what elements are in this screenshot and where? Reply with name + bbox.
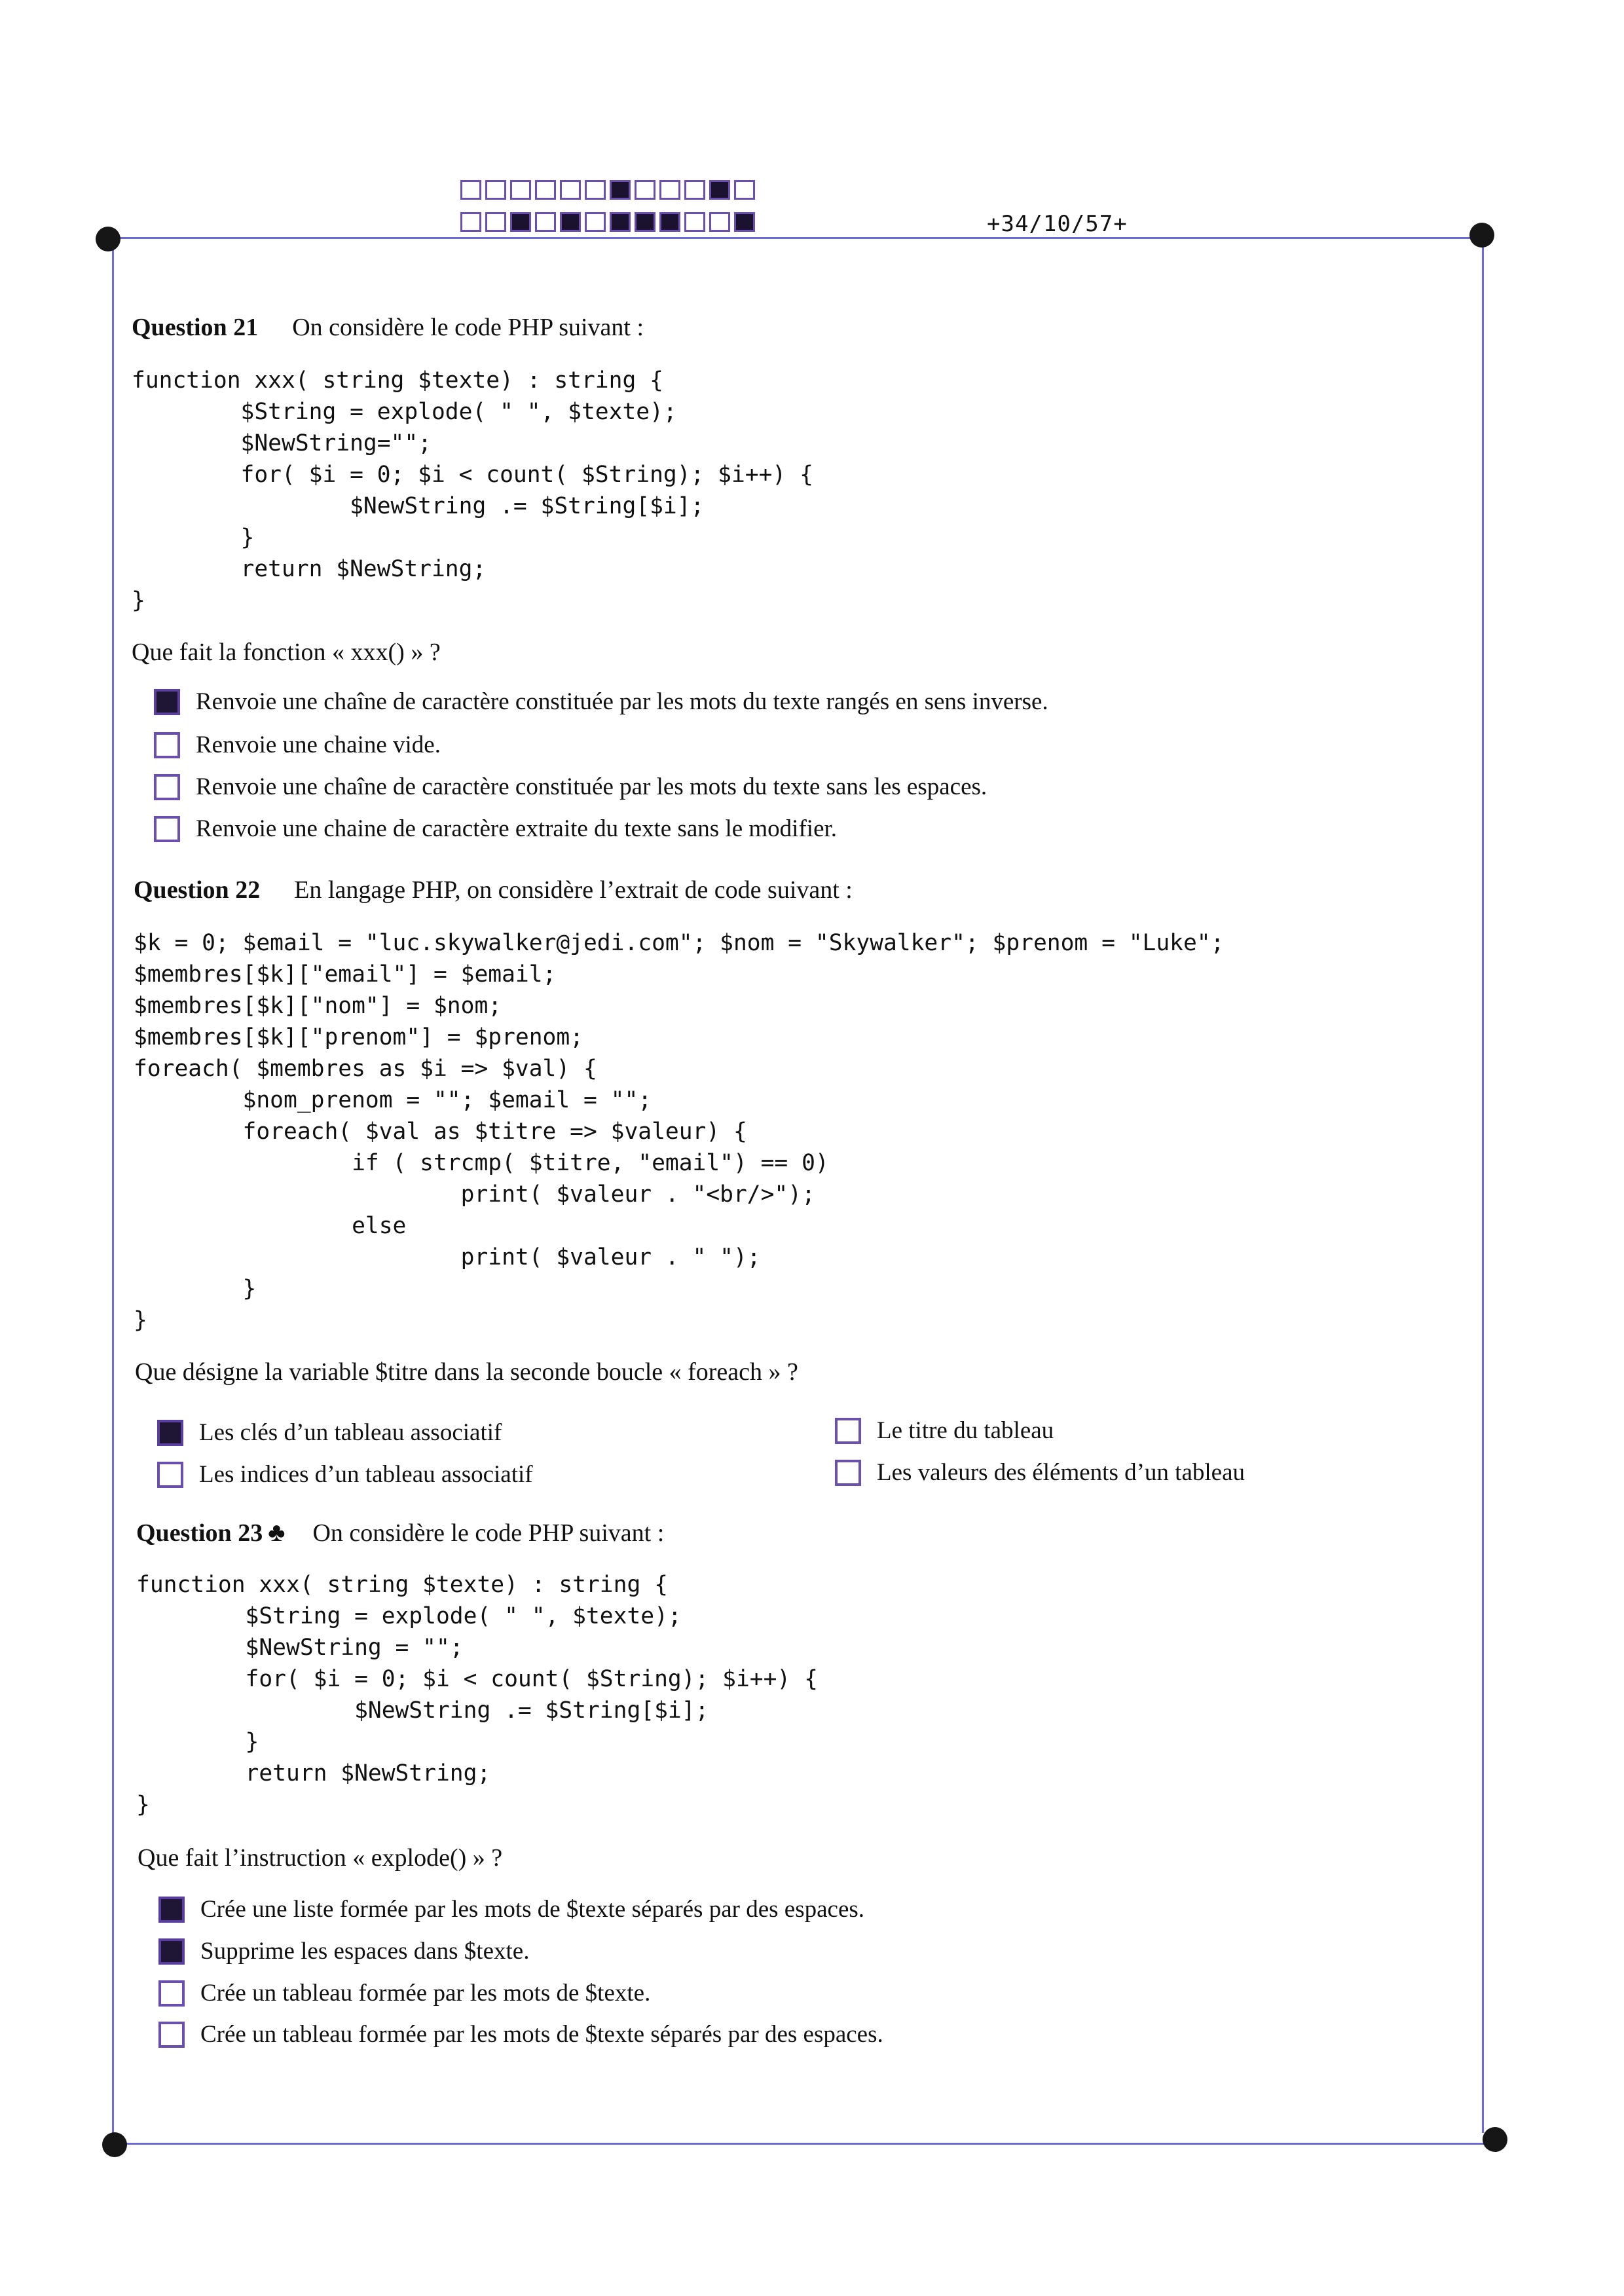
option-text: Renvoie une chaîne de caractère constituée par les mots du texte rangés en sens inverse. — [196, 688, 1048, 715]
q22-option-2[interactable] — [157, 1460, 533, 1489]
id-grid-cell — [535, 180, 556, 200]
option-text: Renvoie une chaine de caractère extraite du texte sans le modifier. — [196, 815, 838, 842]
id-grid-cell — [535, 212, 556, 232]
option-text: Les clés d’un tableau associatif — [199, 1419, 502, 1446]
q23-option-4[interactable] — [158, 2020, 883, 2049]
question-22-heading — [134, 875, 853, 905]
answer-checkbox[interactable] — [835, 1418, 861, 1444]
q22-code-block: $k = 0; $email = "luc.skywalker@jedi.com"; $nom = "Skywalker"; $prenom = "Luke"; $membres[$k]["email"] = $email; $membres[$k]["nom"] = $nom; $membres[$k]["prenom"] = $prenom; foreach( $membres as $i => $val) { $nom_prenom = ""; $email = ""; foreach( $val as $titre => $valeur) { if ( strcmp( $titre, "email") == 0) print( $valeur . "<br/>"); else print( $valeur . " "); } } — [134, 930, 1225, 1333]
option-text: Crée un tableau formée par les mots de $texte. — [200, 1980, 651, 2007]
id-grid-cell — [585, 180, 606, 200]
answer-checkbox[interactable] — [835, 1460, 861, 1486]
corner-marker-top-left — [96, 227, 120, 251]
id-grid-cell — [510, 180, 531, 200]
id-grid-cell — [684, 180, 705, 200]
option-text: Supprime les espaces dans $texte. — [200, 1938, 530, 1965]
option-text: Renvoie une chaîne de caractère constituée par les mots du texte sans les espaces. — [196, 773, 987, 800]
question-intro: On considère le code PHP suivant : — [312, 1519, 665, 1547]
club-icon: ♣ — [268, 1517, 286, 1547]
answer-checkbox[interactable] — [158, 2022, 185, 2048]
id-grid-cell — [485, 212, 506, 232]
question-intro: On considère le code PHP suivant : — [292, 314, 644, 341]
answer-checkbox[interactable] — [154, 689, 180, 715]
id-grid-cell — [510, 212, 531, 232]
option-text: Les valeurs des éléments d’un tableau — [877, 1459, 1245, 1486]
question-intro: En langage PHP, on considère l’extrait de code suivant : — [294, 876, 853, 904]
corner-marker-top-right — [1469, 223, 1494, 248]
answer-checkbox[interactable] — [158, 1980, 185, 2007]
id-grid-cell — [659, 180, 680, 200]
question-label: Question 22 — [134, 876, 261, 904]
id-grid-cell — [684, 212, 705, 232]
option-text: Renvoie une chaine vide. — [196, 731, 441, 758]
id-grid-cell — [460, 212, 481, 232]
option-text: Crée un tableau formée par les mots de $texte séparés par des espaces. — [200, 2021, 883, 2048]
q23-option-2[interactable] — [158, 1937, 529, 1966]
q23-code-block: function xxx( string $texte) : string { $String = explode( " ", $texte); $NewString = ""; for( $i = 0; $i < count( $String); $i++) { $NewString .= $String[$i]; } return $NewString; } — [136, 1572, 818, 1818]
q23-option-1[interactable] — [158, 1895, 864, 1924]
frame-bottom-line — [114, 2143, 1489, 2145]
question-label: Question 23 — [136, 1519, 263, 1547]
id-grid-cell — [460, 180, 481, 200]
id-grid-cell — [485, 180, 506, 200]
id-grid-cell — [635, 180, 655, 200]
id-grid-cell — [659, 212, 680, 232]
q23-prompt: Que fait l’instruction « explode() » ? — [138, 1844, 503, 1872]
answer-checkbox[interactable] — [154, 732, 180, 758]
option-text: Les indices d’un tableau associatif — [199, 1461, 533, 1488]
question-21-heading — [132, 312, 644, 343]
id-grid-cell — [635, 212, 655, 232]
id-grid-cell — [585, 212, 606, 232]
q22-prompt: Que désigne la variable $titre dans la seconde boucle « foreach » ? — [135, 1358, 798, 1386]
id-grid-cell — [709, 212, 730, 232]
student-id-grid-top — [460, 180, 759, 200]
answer-checkbox[interactable] — [158, 1897, 185, 1923]
frame-right-line — [1482, 237, 1484, 2133]
answer-checkbox[interactable] — [157, 1420, 183, 1446]
q21-prompt: Que fait la fonction « xxx() » ? — [132, 639, 441, 666]
corner-marker-bottom-right — [1483, 2127, 1507, 2152]
q21-code-block: function xxx( string $texte) : string { $String = explode( " ", $texte); $NewString=""; for( $i = 0; $i < count( $String); $i++) { $NewString .= $String[$i]; } return $NewString; } — [132, 367, 813, 614]
q21-option-4[interactable] — [154, 815, 837, 843]
answer-checkbox[interactable] — [158, 1938, 185, 1965]
q22-option-1[interactable] — [157, 1418, 502, 1447]
q22-option-3[interactable] — [835, 1416, 1054, 1445]
question-23-heading — [136, 1517, 664, 1548]
id-grid-cell — [734, 180, 755, 200]
id-grid-cell — [709, 180, 730, 200]
page-id-code: +34/10/57+ — [987, 211, 1128, 237]
id-grid-cell — [560, 212, 581, 232]
id-grid-cell — [560, 180, 581, 200]
q21-option-2[interactable] — [154, 731, 441, 760]
frame-left-line — [112, 237, 114, 2144]
q21-option-1[interactable] — [154, 688, 1048, 716]
corner-marker-bottom-left — [102, 2132, 127, 2157]
id-grid-cell — [734, 212, 755, 232]
id-grid-cell — [610, 212, 631, 232]
student-id-grid-bottom — [460, 212, 759, 232]
answer-checkbox[interactable] — [154, 816, 180, 842]
question-label: Question 21 — [132, 314, 259, 341]
answer-checkbox[interactable] — [157, 1462, 183, 1488]
option-text: Crée une liste formée par les mots de $texte séparés par des espaces. — [200, 1896, 865, 1923]
q21-option-3[interactable] — [154, 773, 987, 802]
answer-checkbox[interactable] — [154, 774, 180, 800]
q23-option-3[interactable] — [158, 1979, 650, 2008]
id-grid-cell — [610, 180, 631, 200]
frame-top-line — [109, 237, 1481, 239]
q22-option-4[interactable] — [835, 1458, 1245, 1487]
option-text: Le titre du tableau — [877, 1417, 1054, 1444]
